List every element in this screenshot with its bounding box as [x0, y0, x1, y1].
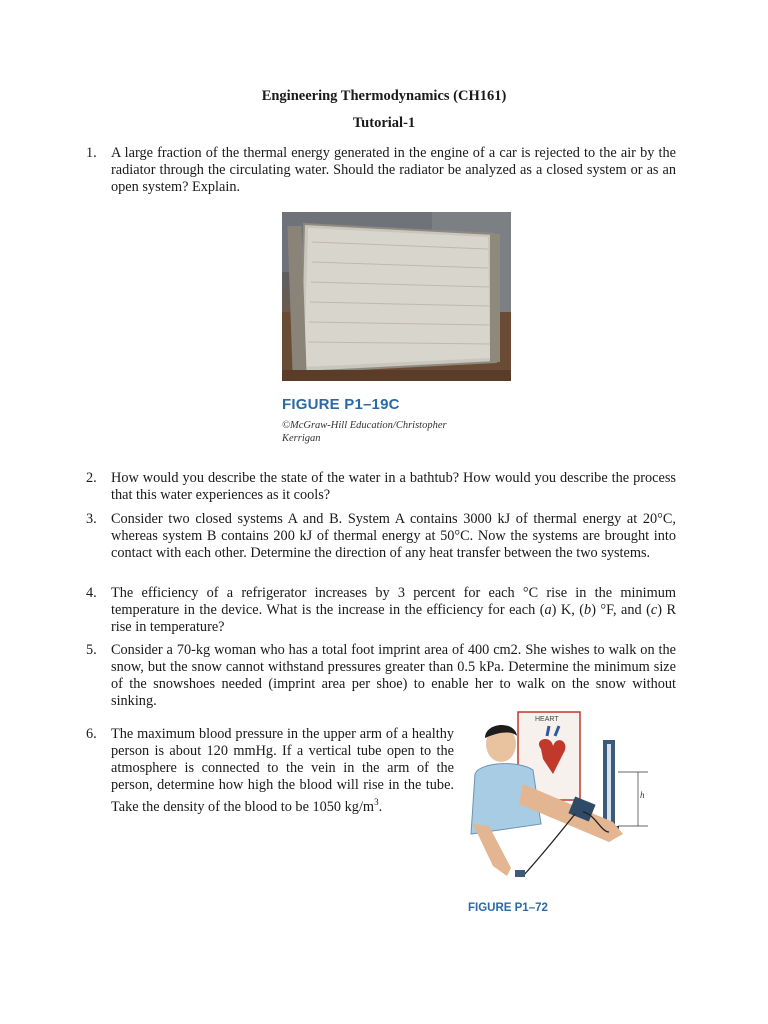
figure-p1-72-title: FIGURE P1–72 — [468, 902, 548, 914]
question-number: 6. — [86, 726, 97, 742]
blood-pressure-illustration — [463, 704, 663, 894]
question-2 — [86, 470, 676, 504]
figure-credit — [282, 419, 502, 445]
radiator-photo — [282, 212, 511, 381]
question-number: 3. — [86, 511, 97, 527]
credit-line-1: ©McGraw-Hill Education/Christopher — [282, 420, 447, 431]
question-text: A large fraction of the thermal energy generated in the engine of a car is rejected to the air by the radiator through the circulating water. Should the radiator be analyzed as a closed system or as an open system? Explain. — [111, 145, 676, 195]
heart-label: HEART — [535, 716, 559, 723]
question-5 — [86, 642, 676, 710]
question-text: Consider a 70-kg woman who has a total foot imprint area of 400 cm2. She wishes to walk on the snow, but the snow cannot withstand pressures greater than 0.5 kPa. Determine the minimum size of the snowshoes needed (imprint area per shoe) to enable her to walk on the snow without sinking. — [111, 642, 676, 709]
figure-p1-19c-title: FIGURE P1–19C — [282, 396, 400, 413]
course-title: Engineering Thermodynamics (CH161) — [261, 88, 507, 104]
tutorial-title: Tutorial-1 — [352, 115, 416, 131]
question-4 — [86, 585, 676, 636]
height-label: h — [640, 790, 645, 800]
question-number: 4. — [86, 585, 97, 601]
question-number: 1. — [86, 145, 97, 161]
question-1 — [86, 145, 676, 196]
question-text: How would you describe the state of the water in a bathtub? How would you describe the process that this water experiences as it cools? — [111, 470, 676, 503]
question-3 — [86, 511, 676, 562]
credit-line-2: Kerrigan — [282, 433, 321, 444]
question-text: Consider two closed systems A and B. System A contains 3000 kJ of thermal energy at 20°C, whereas system B contains 200 kJ of thermal energy at 50°C. Now the systems are brought into contact with each other. Determine the direction of any heat transfer between the two systems. — [111, 511, 676, 561]
question-number: 2. — [86, 470, 97, 486]
question-6 — [86, 726, 454, 816]
question-text: The maximum blood pressure in the upper arm of a healthy person is about 120 mmHg. If a vertical tube open to the atmosphere is connected to the vein in the arm of the person, determine how high the blood will rise in the tube. Take the density of the blood to be 1050 $kg/m^3$. — [111, 726, 454, 815]
question-number: 5. — [86, 642, 97, 658]
question-text: The efficiency of a refrigerator increases by 3 percent for each °C rise in the minimum temperature in the device. What is the increase in the efficiency for each (a) K, (b) °F, and (c) R rise in temperature? — [111, 585, 677, 635]
